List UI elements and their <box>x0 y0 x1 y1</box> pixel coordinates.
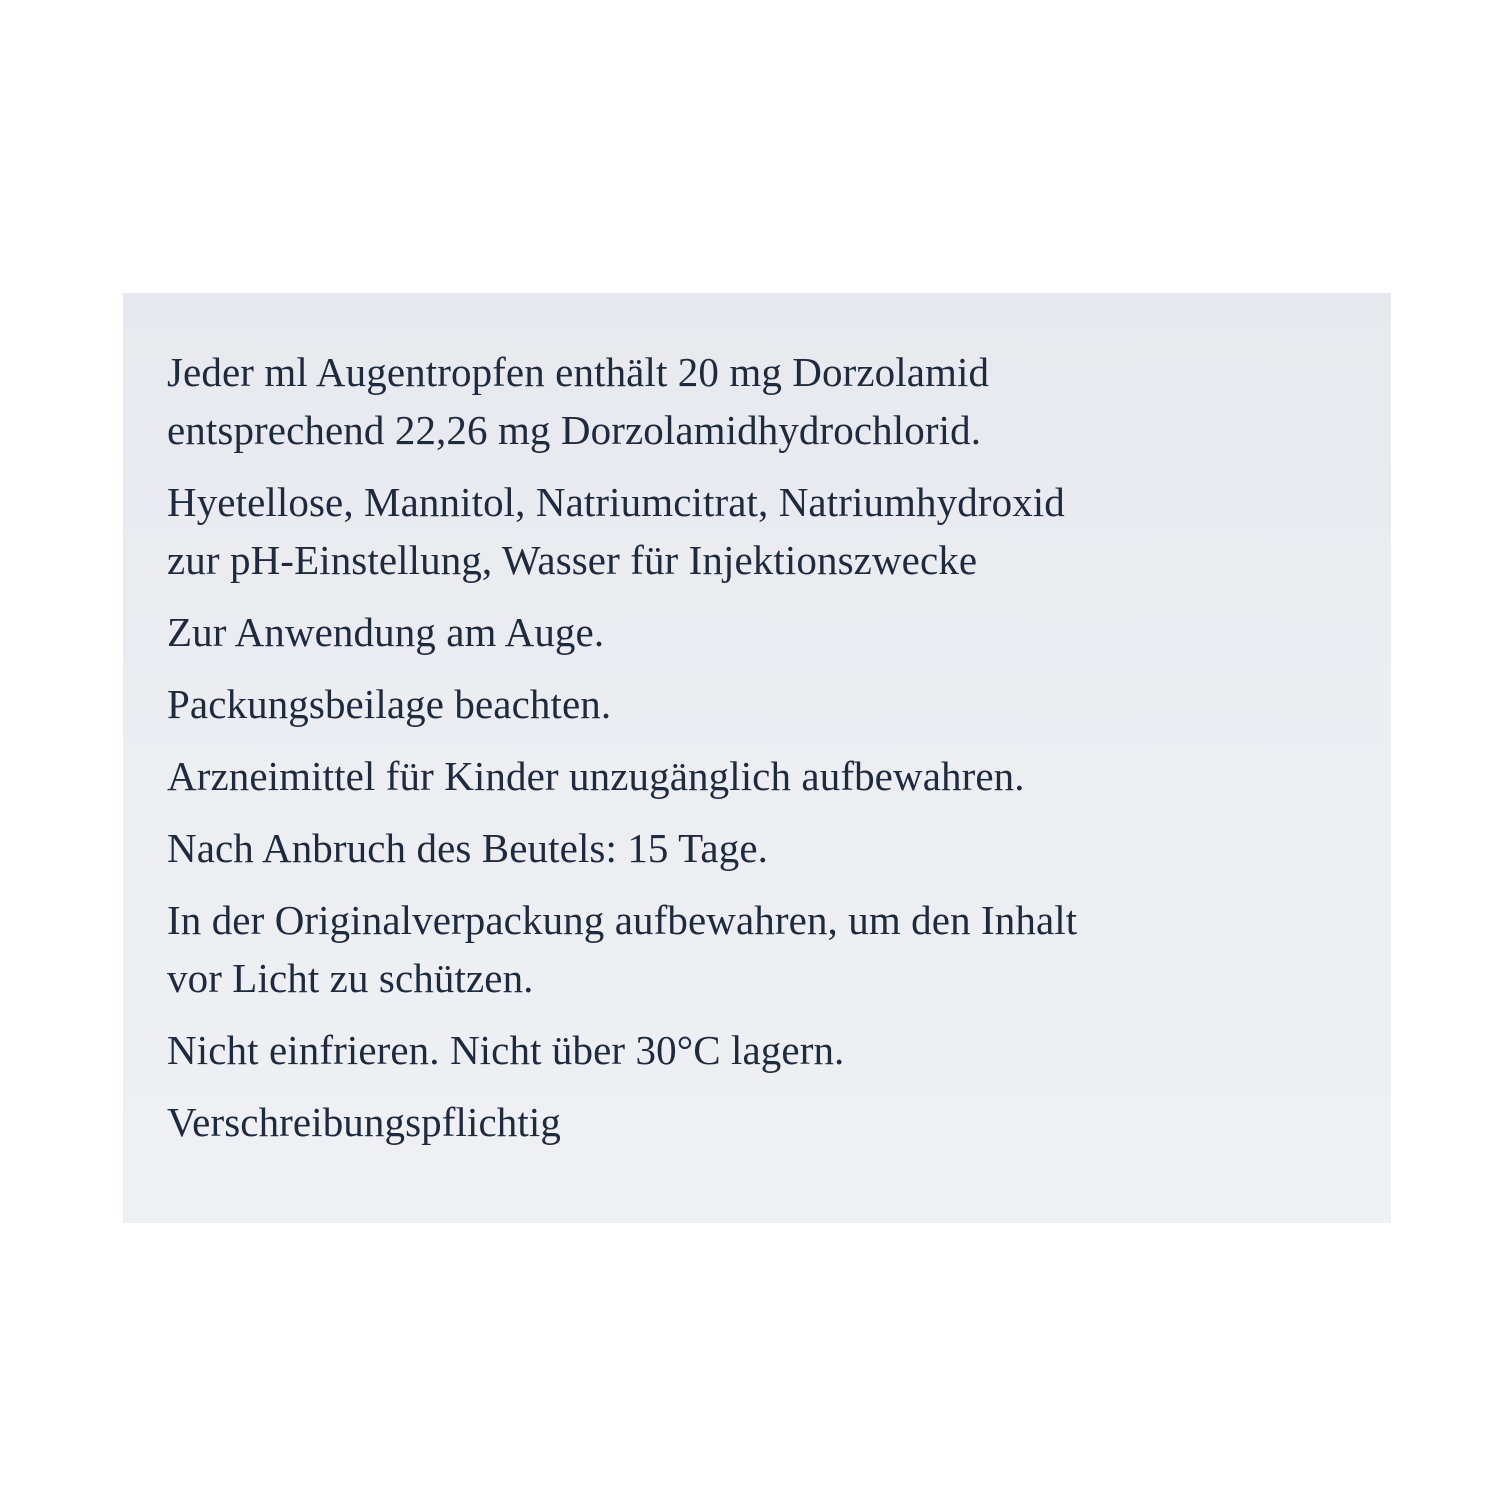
leaflet-paragraph <box>167 675 1391 733</box>
text-line: Arzneimittel für Kinder unzugänglich aufbewahren. <box>167 753 1025 799</box>
storage-light-paragraph <box>167 891 1391 1007</box>
storage-temperature-paragraph <box>167 1021 1391 1079</box>
text-line: Hyetellose, Mannitol, Natriumcitrat, Natriumhydroxid <box>167 479 1065 525</box>
text-line: Nicht einfrieren. Nicht über 30°C lagern. <box>167 1027 845 1073</box>
prescription-paragraph <box>167 1093 1391 1151</box>
shelf-life-paragraph <box>167 819 1391 877</box>
text-line: Verschreibungspflichtig <box>167 1099 561 1145</box>
text-line: Zur Anwendung am Auge. <box>167 609 605 655</box>
children-warning-paragraph <box>167 747 1391 805</box>
text-line: Jeder ml Augentropfen enthält 20 mg Dorzolamid <box>167 349 990 395</box>
text-line: vor Licht zu schützen. <box>167 955 534 1001</box>
text-line: entsprechend 22,26 mg Dorzolamidhydrochlorid. <box>167 407 982 453</box>
package-label-panel <box>123 293 1391 1223</box>
usage-paragraph <box>167 603 1391 661</box>
text-line: In der Originalverpackung aufbewahren, um den Inhalt <box>167 897 1078 943</box>
text-line: zur pH-Einstellung, Wasser für Injektionszwecke <box>167 537 978 583</box>
excipients-paragraph <box>167 473 1391 589</box>
text-line: Packungsbeilage beachten. <box>167 681 612 727</box>
text-line: Nach Anbruch des Beutels: 15 Tage. <box>167 825 768 871</box>
composition-paragraph <box>167 343 1391 459</box>
